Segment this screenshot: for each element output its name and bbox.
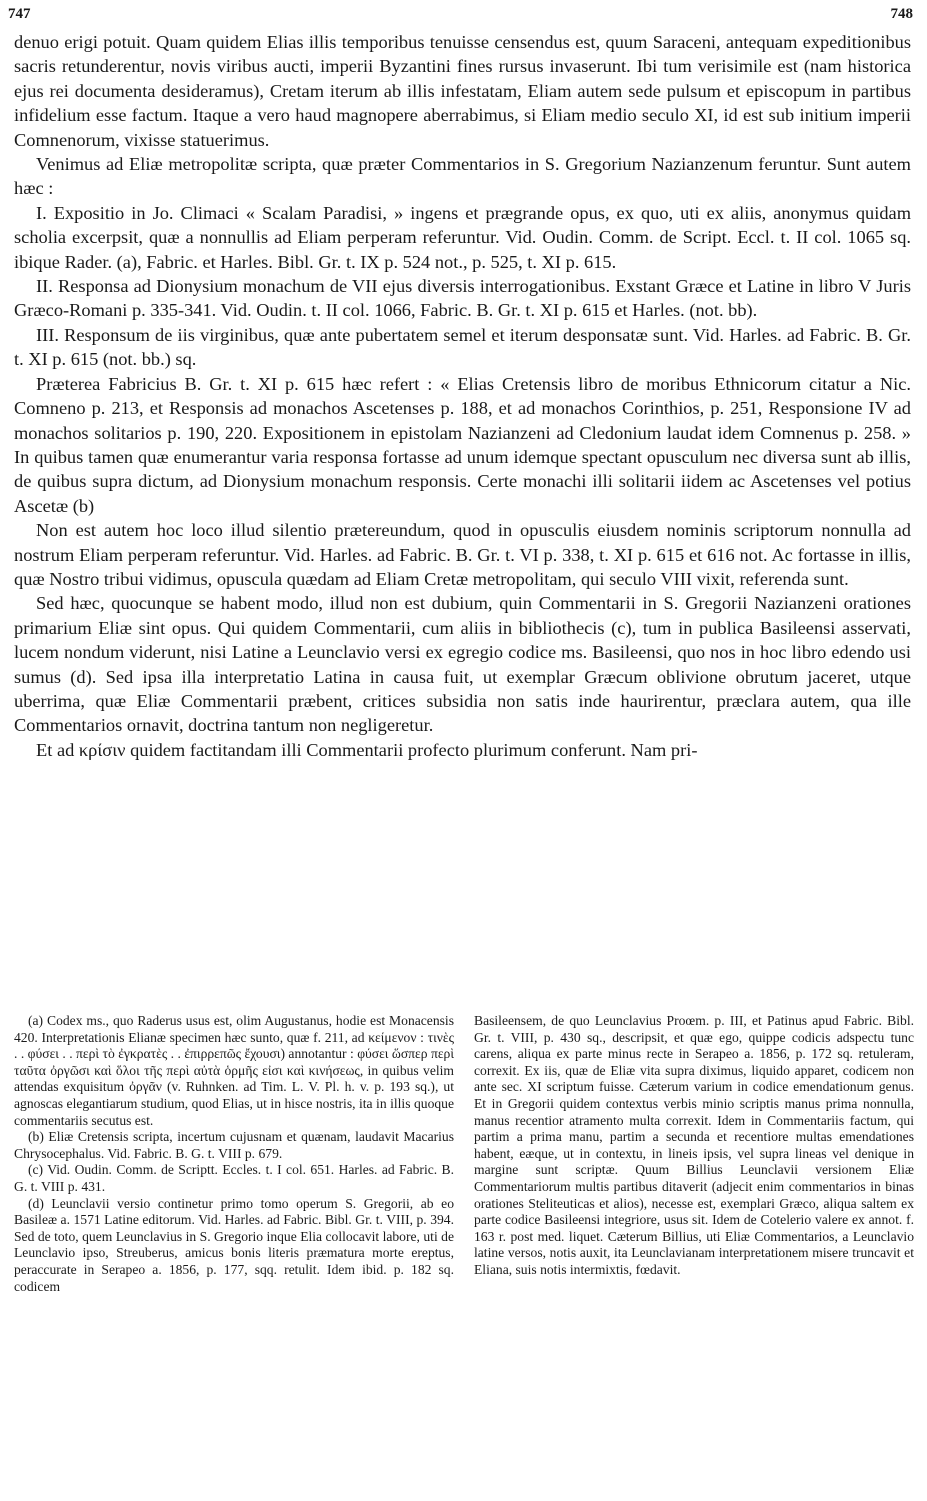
footnotes-left-column — [14, 1013, 454, 1295]
paragraph: III. Responsum de iis virginibus, quæ ante pubertatem semel et iterum desponsatæ sunt. Vid. Harles. ad Fabric. B. Gr. t. XI p. 615 (not. bb.) sq. — [14, 324, 911, 370]
right-page-number: 748 — [890, 6, 913, 22]
footnote-c: (c) Vid. Oudin. Comm. de Scriptt. Eccles. t. I col. 651. Harles. ad Fabric. B. G. t. VIII p. 431. — [14, 1162, 454, 1194]
left-page-number: 747 — [8, 6, 31, 22]
footnote-d-continued: Basileensem, de quo Leunclavius Proœm. p. III, et Patinus apud Fabric. Bibl. Gr. t. VIII, p. 430 sq., descripsit, et quæ ego, quippe codicis adspectu tunc carens, aliqua ex parte minus recte in Serapeo a. 1856, p. 172 sq. retuleram, correxit. Ex iis, quæ de Eliæ vita supra diximus, liquido apparet, codicem non ante sec. XI scriptum fuisse. Cæterum varium in codice emendationum genus. Et in Gregorii quidem contextus verbis minio scriptis manus prima nonnulla, manus recentior atramento multa correxit. Idem in Commentariis factum, qui partim a prima manu, partim a secunda et recentiore multas emendationes habent, eæque, ut in contextu, in lineis ipsis, vel supra lineas vel denique in margine sunt scriptæ. Quum Billius Leunclavii versionem Eliæ Commentariorum multis partibus ditaverit (adjecit enim commentarios in binas orationes Steliteuticas et alios), necesse est, exemplari Græco, aliqua saltem ex parte codice Basileensi integriore, usus sit. Idem de Cotelerio valere ex annot. f. 163 r. post med. liquet. Cæterum Billius, uti Eliæ Commentarios, a Leunclavio latine versos, notis auxit, ita Leunclavianam interpretationem misere truncavit et Eliana, suis notis intermixtis, fœdavit. — [474, 1013, 914, 1277]
paragraph: I. Expositio in Jo. Climaci « Scalam Paradisi, » ingens et prægrande opus, ex quo, uti ex aliis, anonymus quidam scholia excerpsit, quæ a nonnullis ad Eliam perperam referuntur. Vid. Oudin. Comm. de Script. Eccl. t. II col. 1065 sq. ibique Rader. (a), Fabric. et Harles. Bibl. Gr. t. IX p. 524 not., p. 525, t. XI p. 615. — [14, 202, 911, 272]
paragraph: II. Responsa ad Dionysium monachum de VII ejus diversis interrogationibus. Exstant Græce et Latine in libro V Juris Græco-Romani p. 335-341. Vid. Oudin. t. II col. 1066, Fabric. B. Gr. t. XI p. 615 et Harles. (not. bb). — [14, 276, 911, 321]
footnote-b: (b) Eliæ Cretensis scripta, incertum cujusnam et quænam, laudavit Macarius Chrysocephalus. Vid. Fabric. B. G. t. VIII p. 679. — [14, 1129, 454, 1161]
paragraph: Venimus ad Eliæ metropolitæ scripta, quæ præter Commentarios in S. Gregorium Nazianzenum feruntur. Sunt autem hæc : — [14, 154, 911, 199]
footnote-d: (d) Leunclavii versio continetur primo tomo operum S. Gregorii, ab eo Basileæ a. 1571 Latine editorum. Vid. Harles. ad Fabric. Bibl. Gr. t. VIII, p. 394. Sed de toto, quem Leunclavius in S. Gregorio inque Elia collocavit labore, uti de Leunclavio ipso, Streuberus, amicus bonis literis præmatura morte ereptus, peraccurate in Serapeo a. 1856, p. 177, sqq. retulit. Idem ibid. p. 182 sq. codicem — [14, 1195, 454, 1294]
page-header — [8, 6, 913, 26]
paragraph: Et ad κρίσιν quidem factitandam illi Commentarii profecto plurimum conferunt. Nam pri- — [36, 739, 698, 760]
paragraph: denuo erigi potuit. Quam quidem Elias illis temporibus tenuisse censendus est, quum Saraceni, antequam expeditionibus sacris retunderentur, novis viribus aucti, imperii Byzantini fines rursus invaserunt. Ibi tum verisimile est (nam historica ejus rei documenta desideramus), Cretam iterum ab illis infestatam, Eliam autem sede pulsum et episcopum in partibus infidelium esse factum. Itaque a vero haud magnopere aberrabimus, si Eliam medio seculo XI, id est sub initium imperii Comnenorum, vixisse statuerimus. — [14, 32, 911, 150]
paragraph: Præterea Fabricius B. Gr. t. XI p. 615 hæc refert : « Elias Cretensis libro de moribus Ethnicorum citatur a Nic. Comneno p. 213, et Responsis ad monachos Ascetenses p. 188, et ad monachos Corinthios, p. 251, Responsione IV ad monachos solitarios p. 190, 220. Expositionem in epistolam Nazianzeni ad Cledonium laudat idem Comnenus p. 258. » In quibus tamen quæ enumerantur varia responsa fortasse ad unum idemque spectant opusculum nec diversa sunt ab illis, de quibus supra dictum, ad Dionysium monachum responsis. Certe monachi illi solitarii iidem ac Ascetenses vel potius Ascetæ (b) — [14, 373, 911, 516]
main-text — [14, 30, 911, 762]
paragraph: Sed hæc, quocunque se habent modo, illud non est dubium, quin Commentarii in S. Gregorii Nazianzeni orationes primarium Eliæ sint opus. Qui quidem Commentarii, cum aliis in bibliothecis (c), tum in publica Basileensi asservati, lucem nondum viderunt, nisi Latine a Leunclavio versi ex egregio codice ms. Basileensi, quo nos in hoc libro edendo usi sumus (d). Sed ipsa illa interpretatio Latina in causa fuit, ut exemplar Græcum oblivione obrutum jaceret, utque uberrima, quæ Eliæ Commentarii præbent, critices subsidia non satis inde haurirentur, præclara autem, qua ille Commentarios ornavit, doctrina tantum non negligeretur. — [14, 593, 911, 736]
footnotes-right-column — [474, 1013, 914, 1295]
footnote-a: (a) Codex ms., quo Raderus usus est, olim Augustanus, hodie est Monacensis 420. Interpretationis Elianæ specimen hæc sunto, quæ f. 211, ad κείμενον : τινὲς . . φύσει . . περὶ τὸ ἐγκρατὲς . . ἐπιρρεπῶς ἔχουσι) annotantur : φύσει ὥσπερ περὶ ταῦτα ὀργῶσι καὶ ὅλοι τῆς περὶ αὐτὰ ὁρμῆς εἰσι καὶ κινήσεως, in quibus velim attendas exquisitum ὀργᾶν (v. Ruhnken. ad Tim. L. V. Pl. h. v. p. 193 sq.), ut agnoscas elegantiarum studium, quod Elias, ut in hisce nostris, ita in illis quoque commentariis secutus est. — [14, 1013, 454, 1128]
footnotes — [14, 1013, 914, 1295]
paragraph: Non est autem hoc loco illud silentio prætereundum, quod in opusculis eiusdem nominis scriptorum nonnulla ad nostrum Eliam perperam referuntur. Vid. Harles. ad Fabric. B. Gr. t. VI p. 338, t. XI p. 615 et 616 not. Ac fortasse in illis, quæ Nostro tribui vidimus, opuscula quædam ad Eliam Cretæ metropolitam, qui seculo VIII vixit, referenda sunt. — [14, 520, 911, 589]
